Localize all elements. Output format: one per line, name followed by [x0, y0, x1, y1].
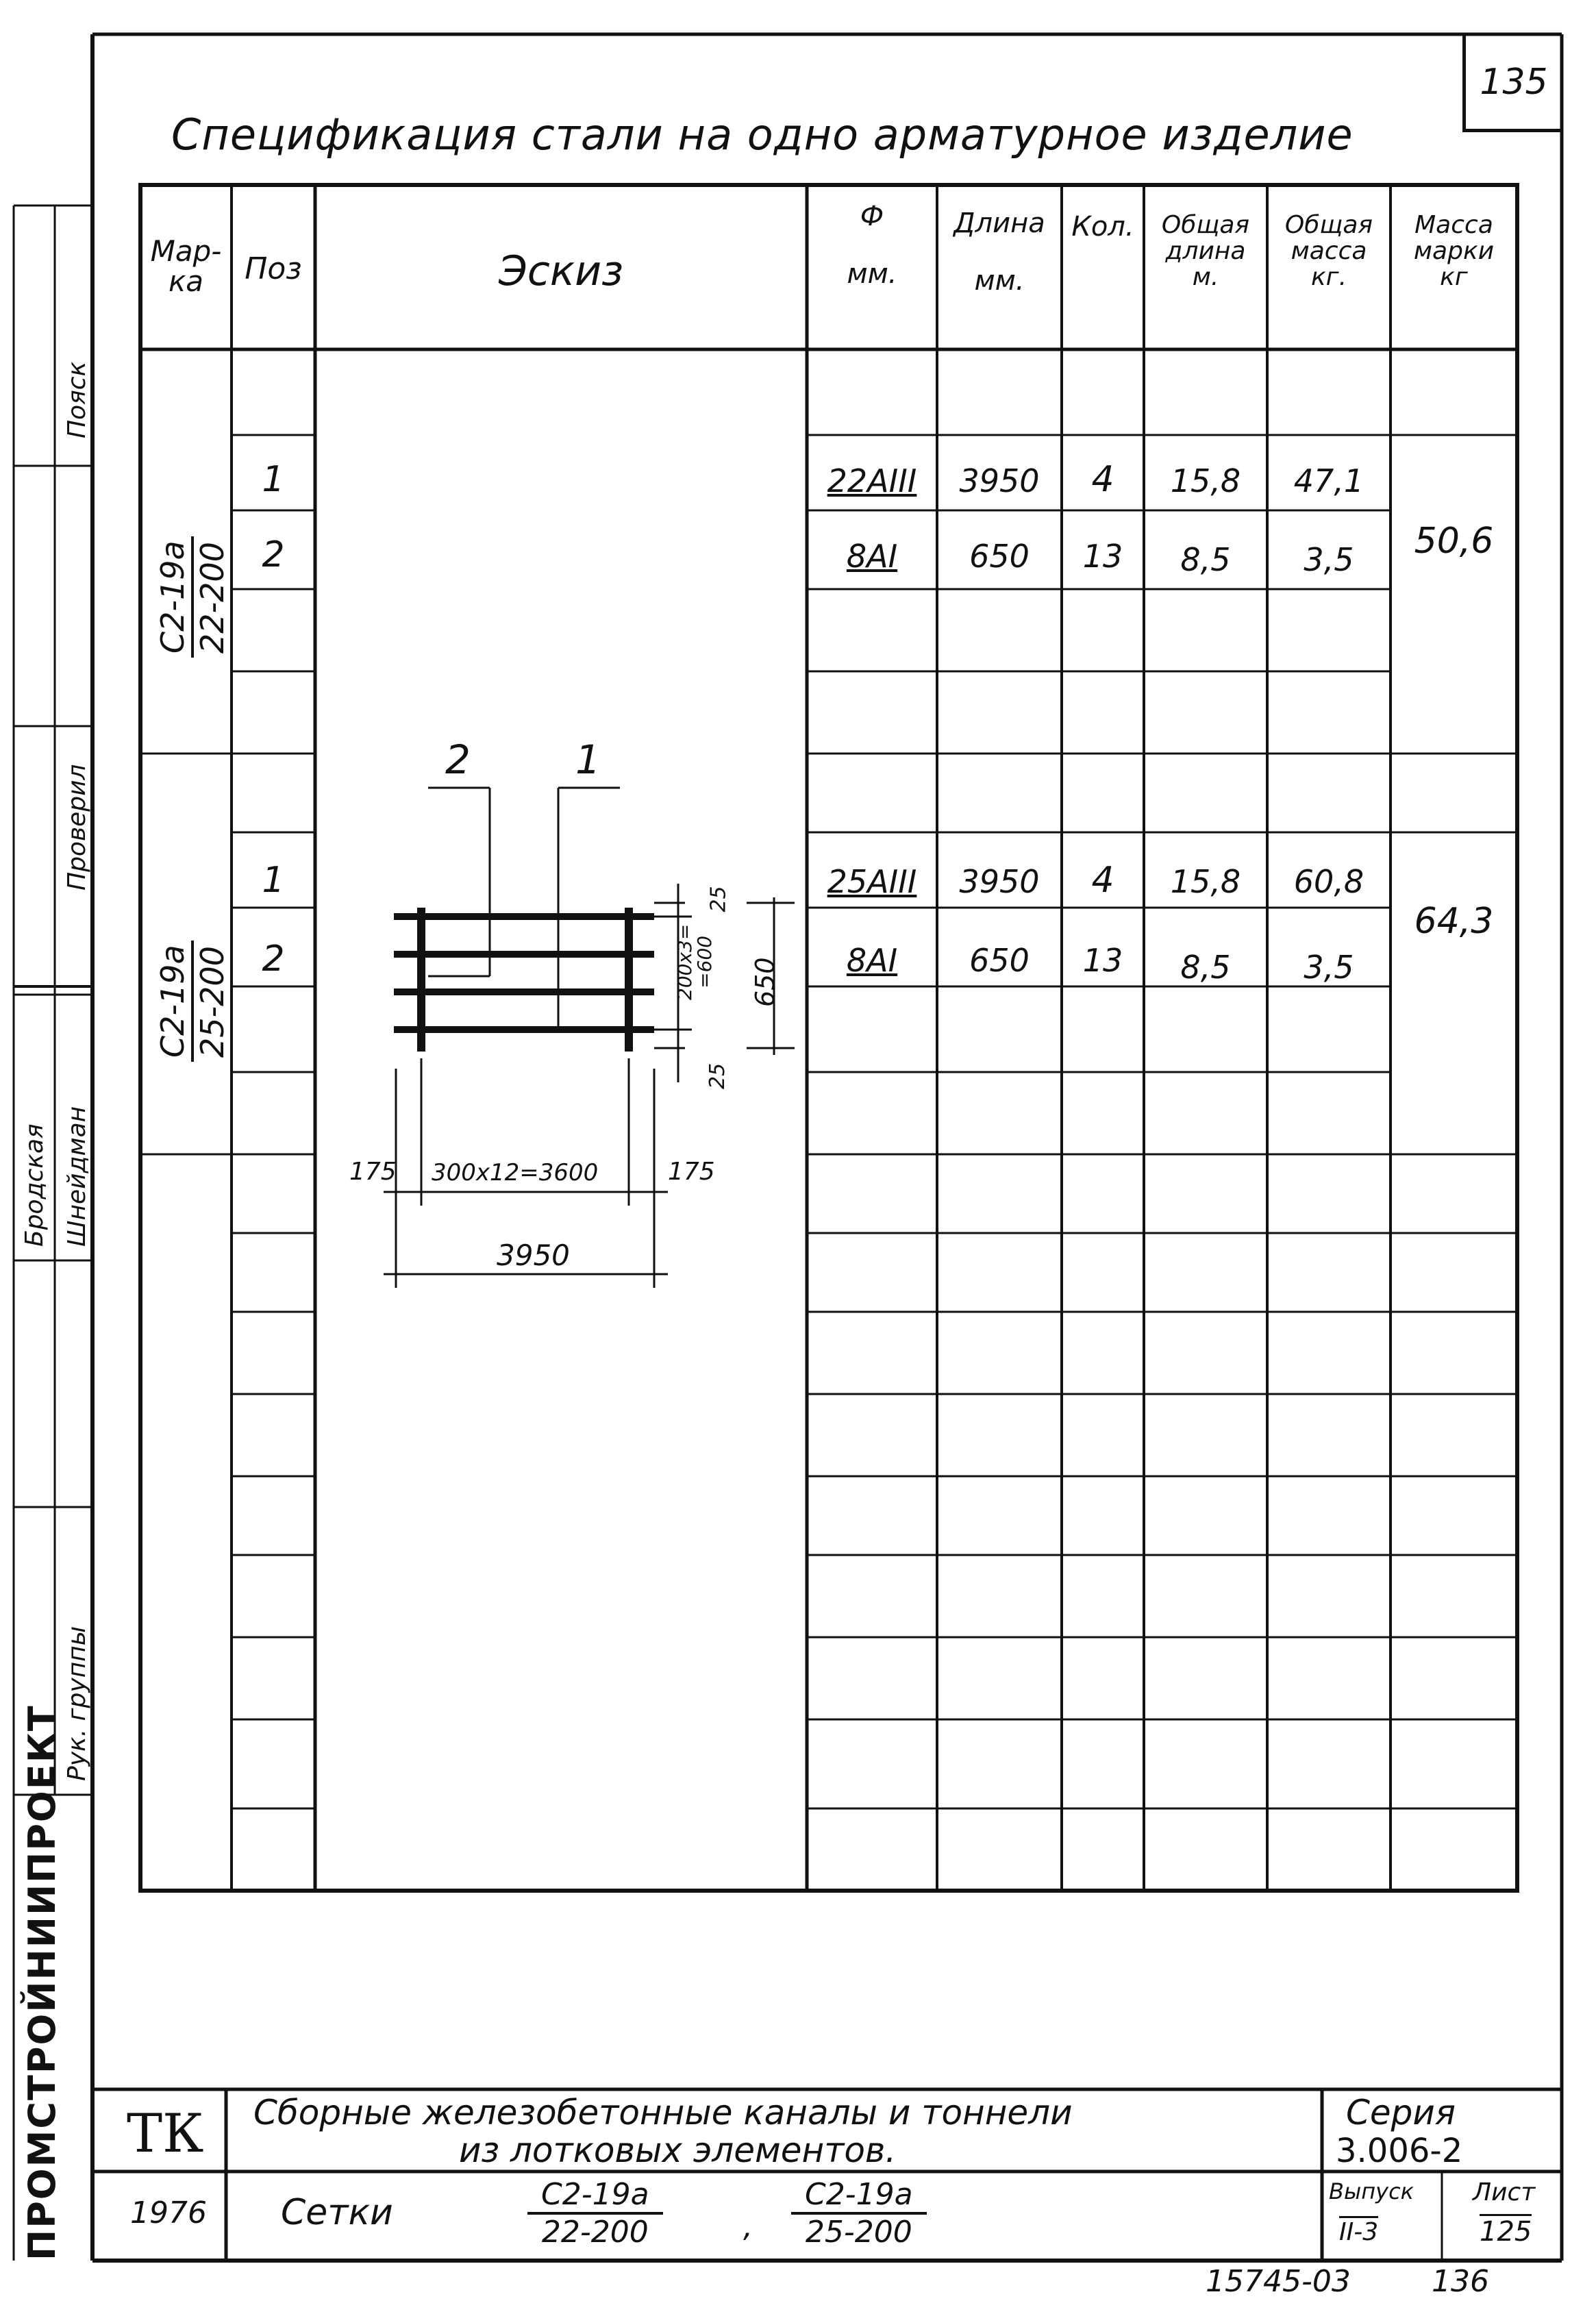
g1r2-length: 650: [969, 538, 1030, 575]
group2-mark-bottom: 25-200: [194, 946, 231, 1058]
page-title: Спецификация стали на одно арматурное изделие: [171, 110, 1354, 160]
g2-mark-mass: 64,3: [1414, 901, 1494, 942]
g2r1-pos: 1: [262, 860, 285, 901]
tb-desc-1: Сборные железобетонные каналы и тоннели: [253, 2093, 1073, 2132]
g1r2-total-mass: 3,5: [1304, 541, 1354, 578]
tb-sheet-label: Лист: [1473, 2178, 1536, 2206]
sketch-label-pos2: 2: [445, 736, 471, 783]
g1r1-total-mass: 47,1: [1293, 462, 1364, 499]
tb-issue-value: II-3: [1339, 2216, 1378, 2246]
tb-mark2-bottom: 25-200: [805, 2215, 912, 2250]
side-name-2-text: Бродская: [21, 1123, 49, 1247]
g1r1-total-length: 15,8: [1170, 462, 1241, 499]
side-role-2-text: Проверил: [63, 764, 91, 891]
side-role-1-text: Рук. группы: [63, 1626, 91, 1781]
g1r2-qty: 13: [1082, 538, 1123, 575]
g1r1-pos: 1: [262, 459, 285, 500]
g2r2-length: 650: [969, 942, 1030, 979]
sketch-label-pos1: 1: [575, 736, 601, 783]
tb-mark2: [791, 2177, 927, 2250]
footer-archive-number: 15745-03: [1206, 2264, 1351, 2299]
header-length-text: Длина мм.: [953, 208, 1045, 297]
g1r1-qty: 4: [1091, 459, 1114, 500]
tb-sheet-value: 125: [1480, 2214, 1532, 2248]
group2-mark-top: С2-19а: [154, 941, 194, 1062]
g2r2-total-mass: 3,5: [1304, 949, 1354, 986]
g2r1-total-mass: 60,8: [1293, 863, 1364, 900]
page-number: 135: [1480, 62, 1548, 103]
g1r2-pos: 2: [262, 534, 285, 575]
tb-mark2-top: С2-19а: [791, 2177, 927, 2215]
tb-code: ТК: [127, 2103, 204, 2165]
g1r1-length: 3950: [959, 462, 1040, 499]
g2r1-qty: 4: [1091, 860, 1114, 901]
group1-mark-top: С2-19а: [154, 536, 194, 658]
tb-item-label: Сетки: [281, 2192, 393, 2233]
dim-bottom-edge: 25: [706, 1062, 730, 1089]
dim-left: 175: [349, 1158, 397, 1186]
header-diam-text: Ф мм.: [847, 201, 897, 290]
dim-height: 650: [750, 957, 780, 1007]
tb-series-value: 3.006-2: [1336, 2132, 1463, 2170]
tb-desc-2: из лотковых элементов.: [459, 2130, 897, 2170]
dim-middle: 300х12=3600: [432, 1159, 599, 1186]
header-total-length-text: Общая длина м.: [1161, 211, 1250, 291]
dim-right: 175: [668, 1158, 715, 1186]
g2r2-total-length: 8,5: [1180, 949, 1231, 986]
side-name-1-text: Шнейдман: [63, 1106, 91, 1247]
g2r1-length: 3950: [959, 863, 1040, 900]
tb-separator: ,: [743, 2209, 753, 2244]
tb-mark1-bottom: 22-200: [541, 2215, 649, 2250]
tb-mark1-top: С2-19а: [527, 2177, 663, 2215]
g2r1-diam: 25АIII: [827, 863, 917, 900]
g2r1-total-length: 15,8: [1170, 863, 1241, 900]
side-company-text: ПРОМСТРОЙНИИПРОЕКТ: [21, 1704, 64, 2261]
g1r2-diam: 8АI: [846, 538, 898, 575]
dim-spacing-text: 200х3= =600: [673, 923, 716, 1000]
group1-mark-bottom: 22-200: [194, 542, 231, 654]
header-qty-text: Кол.: [1071, 211, 1134, 242]
header-total-mass-text: Общая масса кг.: [1284, 211, 1373, 291]
header-eskiz-text: Эскиз: [498, 247, 624, 295]
header-mark-mass-text: Масса марки кг: [1413, 211, 1495, 291]
g1r1-diam: 22АIII: [827, 462, 917, 499]
header-marka-text: Мар- ка: [150, 234, 222, 299]
g1-mark-mass: 50,6: [1414, 521, 1494, 562]
header-poz-text: Поз: [245, 251, 302, 286]
dim-top-edge: 25: [706, 886, 731, 912]
side-role-3-text: Пояск: [63, 361, 91, 438]
tb-year: 1976: [130, 2195, 207, 2230]
g2r2-pos: 2: [262, 938, 285, 980]
g2r2-diam: 8АI: [846, 942, 898, 979]
tb-series-label: Серия: [1346, 2093, 1456, 2132]
footer-sheet-total: 136: [1432, 2264, 1489, 2299]
g2r2-qty: 13: [1082, 942, 1123, 979]
g1r2-total-length: 8,5: [1180, 541, 1231, 578]
tb-issue-label: Выпуск: [1329, 2178, 1414, 2204]
tb-mark1: [527, 2177, 663, 2250]
dim-total: 3950: [497, 1239, 570, 1272]
